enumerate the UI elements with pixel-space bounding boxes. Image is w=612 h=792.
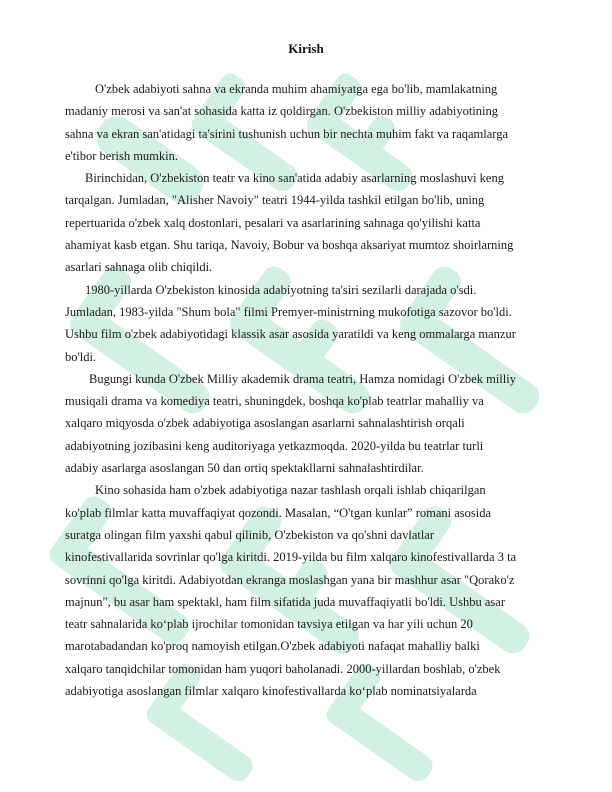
text-line: adabiyotning jozibasini keng auditoriyaga yetkazmoqda. 2020-yilda bu teatrlar turli	[65, 438, 484, 453]
text-line: ko'plab filmlar katta muvaffaqiyat qozondi. Masalan, “O'tgan kunlar” romani asosida	[65, 505, 492, 520]
text-line: ahamiyat kasb etgan. Shu tariqa, Navoiy, Bobur va boshqa aksariyat mumtoz shoirlarning	[65, 238, 514, 253]
text-line: Jumladan, 1983-yilda "Shum bola" filmi Premyer-ministrning mukofotiga sazovor bo'ldi.	[65, 304, 512, 319]
text-line: O'zbek adabiyoti sahna va ekranda muhim ahamiyatga ega bo'lib, mamlakatning	[95, 82, 498, 96]
text-line: 1980-yillarda O'zbekiston kinosida adabiyotning ta'siri sezilarli darajada o'sdi.	[85, 282, 477, 297]
text-line: xalqaro miqyosda o'zbek adabiyotiga asoslangan asarlarni sahnalashtirish orqali	[65, 416, 465, 431]
text-line: majnun", bu asar ham spektakl, ham film sifatida juda muvaffaqiyatli bo'ldi. Ushbu asar	[65, 594, 506, 609]
text-line: Kino sohasida ham o'zbek adabiyotiga nazar tashlash orqali ishlab chiqarilgan	[95, 483, 486, 498]
text-line: e'tibor berish mumkin.	[65, 148, 179, 163]
text-line: repertuarida o'zbek xalq dostonlari, pesalari va asarlarining sahnaga qo'yilishi katta	[65, 215, 481, 230]
text-line: Ushbu film o'zbek adabiyotidagi klassik asar asosida yaratildi va keng ommalarga manzur	[65, 327, 516, 342]
text-line: Bugungi kunda O'zbek Milliy akademik drama teatri, Hamza nomidagi O'zbek milliy	[89, 371, 516, 386]
text-line: teatr sahnalarida ko‘plab ijrochilar tomonidan tavsiya etilgan va har yili uchun 20	[65, 617, 473, 632]
text-line: Birinchidan, O'zbekiston teatr va kino san'atida adabiy asarlarning moslashuvi keng	[85, 171, 504, 186]
text-line: marotabadandan ko'proq namoyish etilgan.O'zbek adabiyoti nafaqat mahalliy balki	[65, 639, 480, 654]
text-line: tarqalgan. Jumladan, "Alisher Navoiy" teatri 1944-yilda tashkil etilgan bo'lib, uning	[65, 193, 485, 208]
text-line: kinofestivallarida sovrinlar qo'lga kiritdi. 2019-yilda bu film xalqaro kinofestivallarda 3 ta	[65, 550, 517, 565]
page-title: Kirish	[288, 41, 324, 56]
text-line: asarlari sahnaga olib chiqildi.	[65, 260, 213, 275]
text-line: adabiy asarlarga asoslangan 50 dan ortiq spektakllarni sahnalashtirdilar.	[65, 461, 424, 476]
body-text	[65, 78, 551, 702]
text-line: madaniy merosi va san'at sohasida katta iz qoldirgan. O'zbekiston milliy adabiyotining	[65, 104, 499, 119]
text-line: xalqaro tanqidchilar tomonidan ham yuqori baholanadi. 2000-yillardan boshlab, o'zbek	[65, 661, 501, 676]
text-line: suratga olingan film yaxshi qabul qilinib, O'zbekiston va qo'shni davlatlar	[65, 527, 435, 542]
text-line: musiqali drama va komediya teatri, shuningdek, boshqa ko'plab teatrlar mahalliy va	[65, 394, 484, 409]
text-line: sovrinni qo'lga kiritdi. Adabiyotdan ekranga moslashgan yana bir mashhur asar "Qorako'z	[65, 572, 515, 587]
text-line: adabiyotiga asoslangan filmlar xalqaro kinofestivallarda ko‘plab nominatsiyalarda	[65, 684, 477, 699]
text-line: bo'ldi.	[65, 349, 97, 364]
text-line: sahna va ekran san'atidagi ta'sirini tushunish uchun bir nechta muhim fakt va raqamlarga	[65, 126, 509, 141]
